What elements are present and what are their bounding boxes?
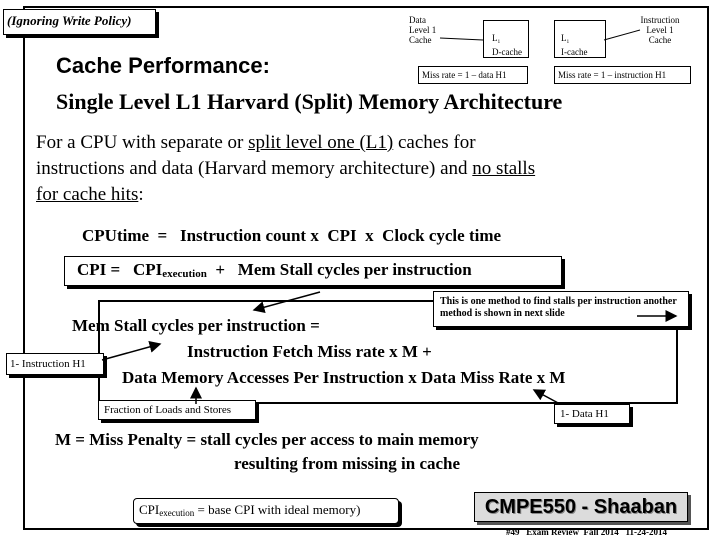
instr-label-line1: Instruction xyxy=(640,15,680,25)
data-label-line3: Cache xyxy=(409,35,432,45)
formula-line1: Mem Stall cycles per instruction = xyxy=(72,316,320,335)
cputime-equation: CPUtime = Instruction count x CPI x Clock cycle time xyxy=(82,226,502,245)
course-title: CMPE550 - Shaaban xyxy=(484,496,678,518)
course-box xyxy=(474,492,688,522)
instr-label-line3: Cache xyxy=(648,35,672,45)
intro-text-3: instructions and data (Harvard memory architecture) and xyxy=(36,158,473,179)
intro-no-stalls: no stalls xyxy=(472,158,536,179)
instr-label-line2: Level 1 xyxy=(646,25,674,35)
page-subtitle: Single Level L1 Harvard (Split) Memory Architecture xyxy=(56,89,563,114)
instruction-h1-label: 1- Instruction H1 xyxy=(10,358,86,370)
data-label-line2: Level 1 xyxy=(409,25,437,35)
cpi-execution-note: $CPI_{execution}$ = base CPI with ideal memory) xyxy=(139,502,361,518)
method-note: This is one method to find stalls per instruction another method is shown in next slide xyxy=(440,296,677,319)
intro-cache-hits: for cache hits xyxy=(36,184,139,205)
intro-text-1: For a CPU with separate or xyxy=(36,132,249,153)
miss-penalty-line1: M = Miss Penalty = stall cycles per access to main memory xyxy=(55,430,479,449)
intro-text-2: caches for xyxy=(393,132,476,153)
l1-dcache-label: $L_1$ D-cache xyxy=(492,33,522,57)
loads-stores-label: Fraction of Loads and Stores xyxy=(104,404,232,416)
formula-line3: Data Memory Accesses Per Instruction x Data Miss Rate x M xyxy=(122,368,566,387)
intro-split-level: split level one (L1) xyxy=(248,132,394,153)
intro-text-4: : xyxy=(138,184,144,205)
miss-penalty-line2: resulting from missing in cache xyxy=(234,454,461,473)
cpi-execution-box xyxy=(133,498,399,524)
formula-line2: Instruction Fetch Miss rate x M + xyxy=(187,342,432,361)
instruction-miss-rate: Miss rate = 1 – instruction H1 xyxy=(558,70,667,80)
data-h1-label: 1- Data H1 xyxy=(560,408,609,420)
title-line1: Cache Performance: xyxy=(56,53,270,78)
top-note: (Ignoring Write Policy) xyxy=(7,13,132,28)
l1-icache-label: $L_1$ I-cache xyxy=(561,33,588,57)
data-label-line1: Data xyxy=(409,15,426,25)
cpi-equation: CPI = CPIexecution + Mem Stall cycles per instruction xyxy=(77,260,472,280)
data-miss-rate: Miss rate = 1 – data H1 xyxy=(422,70,507,80)
slide-footer: #49 Exam Review Fall 2014 11-24-2014 xyxy=(506,527,667,537)
